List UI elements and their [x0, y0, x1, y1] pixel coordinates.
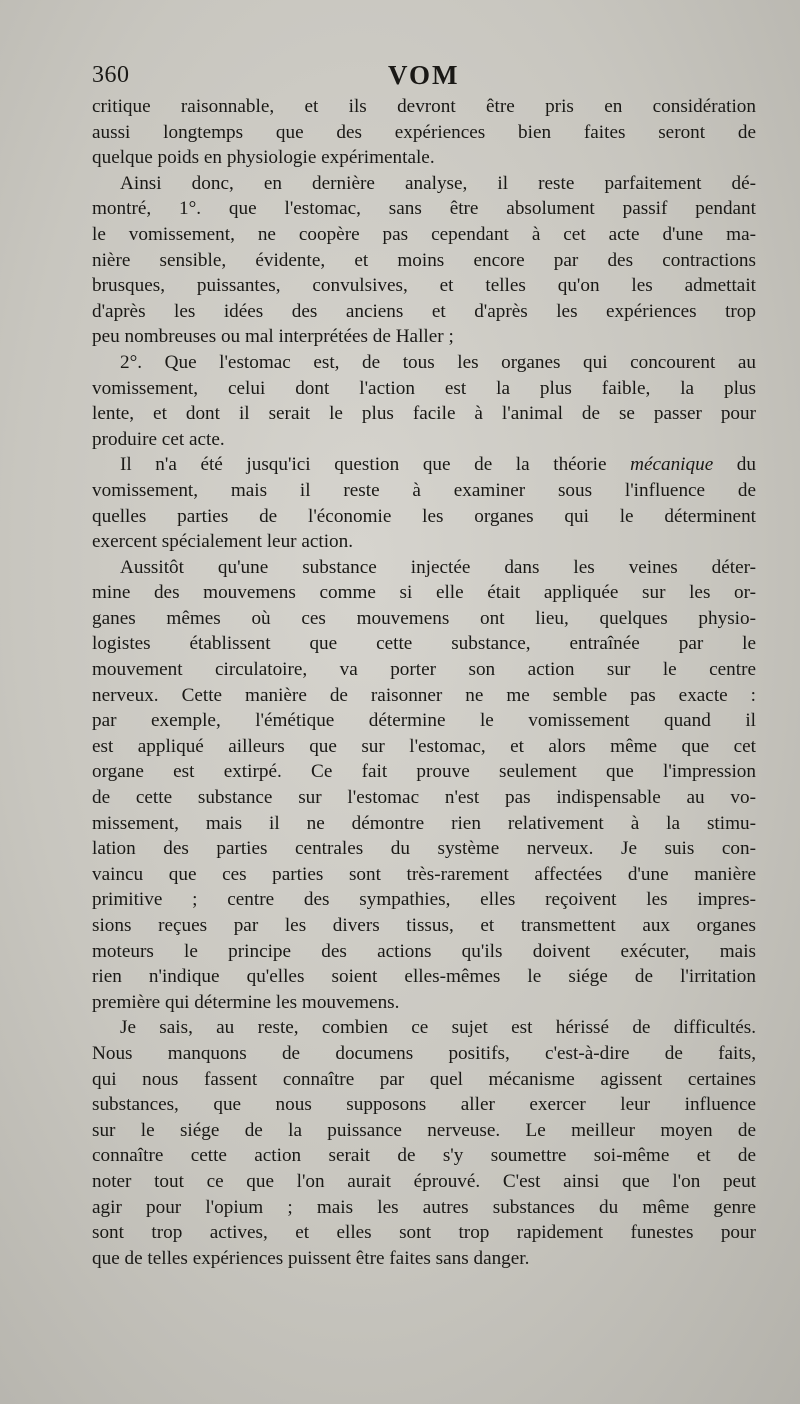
text-line: première qui détermine les mouvemens.	[92, 991, 400, 1013]
text-line: sions reçues par les divers tissus, et transmettent aux organes	[92, 915, 756, 936]
text-line: lente, et dont il serait le plus facile à l'animal de se passer pour	[92, 403, 756, 425]
text-line: noter tout ce que l'on aurait éprouvé. C'est ainsi que l'on peut	[92, 1170, 756, 1192]
paragraph	[92, 555, 756, 1016]
text-line: organe est extirpé. Ce fait prouve seulement que l'impression	[92, 761, 756, 783]
text-line: logistes établissent que cette substance, entraînée par le	[92, 633, 756, 655]
paragraph	[92, 171, 756, 350]
text-line: sont trop actives, et elles sont trop rapidement funestes pour	[92, 1222, 756, 1244]
text-line: critique raisonnable, et ils devront être pris en considération	[92, 96, 756, 117]
text-line: Ainsi donc, en dernière analyse, il reste parfaitement dé-	[120, 172, 756, 194]
text-line: quelles parties de l'économie les organes qui le déterminent	[92, 505, 756, 527]
paragraph	[92, 452, 756, 554]
page-header	[92, 58, 760, 94]
text-line: nerveux. Cette manière de raisonner ne me semble pas exacte :	[92, 684, 756, 706]
text-line: sur le siége de la puissance nerveuse. Le meilleur moyen de	[92, 1119, 756, 1141]
text-line: vomissement, mais il reste à examiner sous l'influence de	[92, 479, 756, 501]
text-line: lation des parties centrales du système nerveux. Je suis con-	[92, 838, 756, 860]
text-line: primitive ; centre des sympathies, elles reçoivent les impres-	[92, 889, 756, 911]
text-line: Nous manquons de documens positifs, c'est-à-dire de faits,	[92, 1042, 756, 1064]
body-text	[92, 94, 756, 1271]
text-line: Il n'a été jusqu'ici question que de la théorie mécanique du	[120, 454, 756, 476]
paragraph	[92, 350, 756, 452]
text-line: que de telles expériences puissent être faites sans danger.	[92, 1247, 530, 1269]
text-line: d'après les idées des anciens et d'après les expériences trop	[92, 300, 756, 322]
text-line: rien n'indique qu'elles soient elles-mêmes le siége de l'irritation	[92, 966, 756, 988]
paragraph	[92, 94, 756, 171]
text-line: Aussitôt qu'une substance injectée dans les veines déter-	[120, 556, 756, 578]
text-line: substances, que nous supposons aller exercer leur influence	[92, 1094, 756, 1116]
paragraph	[92, 1015, 756, 1271]
text-line: Je sais, au reste, combien ce sujet est hérissé de difficultés.	[120, 1017, 756, 1039]
text-line: agir pour l'opium ; mais les autres substances du même genre	[92, 1196, 756, 1218]
text-line: exercent spécialement leur action.	[92, 531, 354, 553]
text-line: peu nombreuses ou mal interprétées de Haller ;	[92, 326, 454, 348]
text-line: connaître cette action serait de s'y soumettre soi-même et de	[92, 1145, 756, 1167]
text-line: 2°. Que l'estomac est, de tous les organes qui concourent au	[120, 351, 756, 373]
text-line: nière sensible, évidente, et moins encore par des contractions	[92, 249, 756, 271]
page-number: 360	[92, 62, 130, 88]
text-line: montré, 1°. que l'estomac, sans être absolument passif pendant	[92, 198, 756, 220]
text-line: moteurs le principe des actions qu'ils doivent exécuter, mais	[92, 940, 756, 962]
text-line: mine des mouvemens comme si elle était appliquée sur les or-	[92, 582, 756, 604]
text-line: le vomissement, ne coopère pas cependant à cet acte d'une ma-	[92, 223, 756, 245]
text-line: est appliqué ailleurs que sur l'estomac, et alors même que cet	[92, 735, 756, 757]
text-line: de cette substance sur l'estomac n'est pas indispensable au vo-	[92, 787, 756, 809]
text-line: brusques, puissantes, convulsives, et telles qu'on les admettait	[92, 275, 756, 297]
text-line: aussi longtemps que des expériences bien faites seront de	[92, 121, 756, 143]
text-line: qui nous fassent connaître par quel mécanisme agissent certaines	[92, 1068, 756, 1090]
text-line: vomissement, celui dont l'action est la plus faible, la plus	[92, 377, 756, 399]
text-line: quelque poids en physiologie expérimentale.	[92, 147, 435, 169]
text-line: par exemple, l'émétique détermine le vomissement quand il	[92, 710, 756, 732]
text-line: vaincu que ces parties sont très-rarement affectées d'une manière	[92, 863, 756, 885]
text-line: produire cet acte.	[92, 428, 225, 450]
text-line: ganes mêmes où ces mouvemens ont lieu, quelques physio-	[92, 607, 756, 629]
running-title: VOM	[388, 60, 460, 90]
text-line: mouvement circulatoire, va porter son action sur le centre	[92, 659, 756, 681]
text-line: missement, mais il ne démontre rien relativement à la stimu-	[92, 812, 756, 834]
